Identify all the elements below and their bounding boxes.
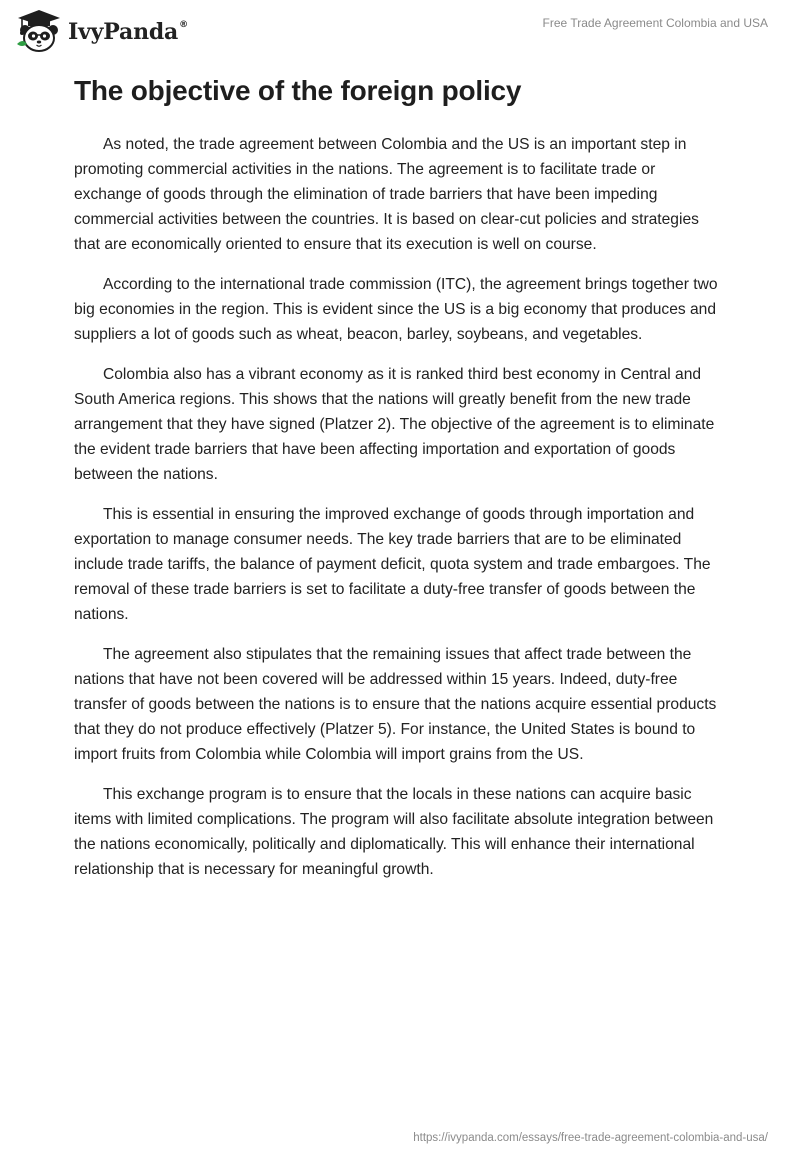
paragraph: As noted, the trade agreement between Colombia and the US is an important step in promoting commercial activities in the nations. The agreement is to facilitate trade or exchange of goods through the elimination of trade barriers that have been impeding commercial activities between the countries. It is based on clear-cut policies and strategies that are economically oriented to ensure that its execution is well on course. xyxy=(74,136,699,253)
document-title: Free Trade Agreement Colombia and USA xyxy=(542,16,768,30)
page-header xyxy=(0,0,800,60)
paragraph: According to the international trade commission (ITC), the agreement brings together two big economies in the region. This is evident since the US is a big economy that produces and suppliers a lot of goods such as wheat, beacon, barley, soybeans, and vegetables. xyxy=(74,276,718,343)
paragraph: The agreement also stipulates that the remaining issues that affect trade between the nations that have not been covered will be addressed within 15 years. Indeed, duty-free transfer of goods between the nations is to ensure that the nations acquire essential products that they do not produce effectively (Platzer 5). For instance, the United States is bound to import fruits from Colombia while Colombia will import grains from the US. xyxy=(74,646,717,763)
article-body xyxy=(74,70,726,897)
section-heading: The objective of the foreign policy xyxy=(74,75,522,106)
panda-graduate-icon xyxy=(14,8,64,54)
source-url[interactable]: https://ivypanda.com/essays/free-trade-agreement-colombia-and-usa/ xyxy=(413,1132,768,1144)
brand-name: IvyPanda® xyxy=(68,19,188,45)
paragraph: This exchange program is to ensure that the locals in these nations can acquire basic items with limited complications. The program will also facilitate absolute integration between the nations economically, politically and diplomatically. This will enhance their international relationship that is necessary for meaningful growth. xyxy=(74,786,714,878)
brand-logo[interactable] xyxy=(14,8,188,54)
paragraph: Colombia also has a vibrant economy as it is ranked third best economy in Central and South America regions. This shows that the nations will greatly benefit from the new trade arrangement that they have signed (Platzer 2). The objective of the agreement is to eliminate the evident trade barriers that have been affecting importation and exportation of goods between the nations. xyxy=(74,366,715,483)
registered-mark: ® xyxy=(179,19,188,30)
paragraph: This is essential in ensuring the improved exchange of goods through importation and exportation to manage consumer needs. The key trade barriers that are to be eliminated include trade tariffs, the balance of payment deficit, quota system and trade embargoes. The removal of these trade barriers is set to facilitate a duty-free transfer of goods between the nations. xyxy=(74,506,711,623)
